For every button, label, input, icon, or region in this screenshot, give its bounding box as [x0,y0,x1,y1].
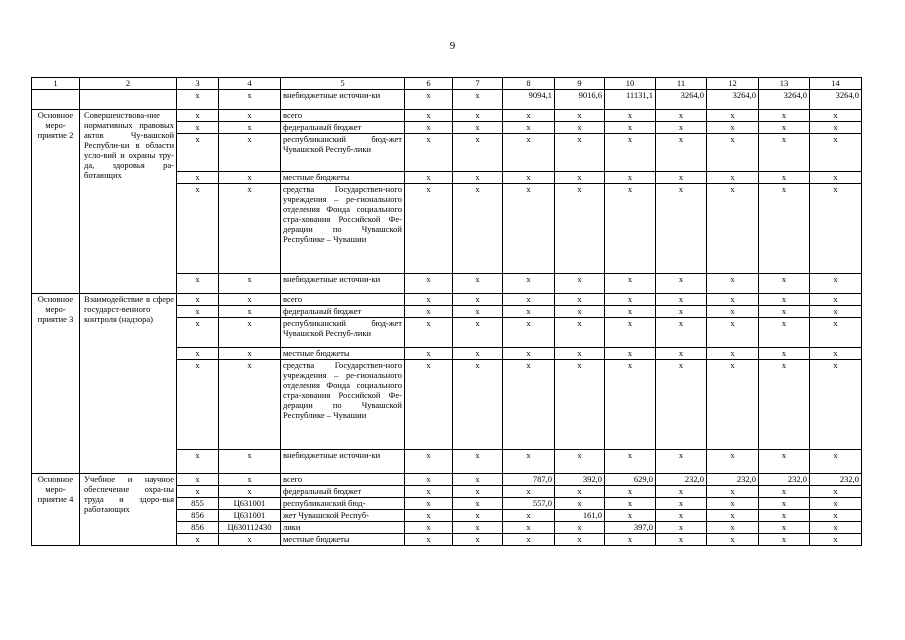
source-cell: внебюджетные источни-ки [281,274,405,294]
header-cell: 2 [80,78,177,90]
table-cell: х [503,510,555,522]
table-cell: х [605,318,656,348]
table-cell: х [759,294,810,306]
table-cell: х [555,110,605,122]
table-cell: 855 [177,498,219,510]
table-cell: х [759,486,810,498]
table-cell: х [177,318,219,348]
table-cell: х [656,294,707,306]
table-cell: х [605,498,656,510]
table-cell: х [555,486,605,498]
value-cell: 392,0 [555,474,605,486]
value-cell: 161,0 [555,510,605,522]
table-cell: х [810,522,862,534]
table-cell: х [405,450,453,474]
table-cell: х [656,184,707,274]
source-cell: всего [281,474,405,486]
table-cell: х [656,134,707,172]
table-cell: х [555,318,605,348]
source-cell: внебюджетные источни-ки [281,90,405,110]
table-cell: х [219,90,281,110]
header-cell: 5 [281,78,405,90]
table-cell: х [453,498,503,510]
table-cell: х [405,522,453,534]
table-cell: х [707,348,759,360]
table-cell: х [453,450,503,474]
header-cell: 13 [759,78,810,90]
table-cell: х [555,306,605,318]
header-cell: 8 [503,78,555,90]
table-cell: х [810,110,862,122]
table-cell: х [177,474,219,486]
table-cell: х [453,306,503,318]
table-cell: х [656,274,707,294]
table-cell: х [503,360,555,450]
table-cell: х [605,274,656,294]
table-cell: х [605,450,656,474]
header-row [32,78,862,90]
table-cell: х [453,474,503,486]
table-cell: х [405,274,453,294]
table-cell: х [405,510,453,522]
table-cell: х [605,294,656,306]
table-cell: х [759,360,810,450]
table-cell: х [555,498,605,510]
table-cell: х [810,122,862,134]
table-cell: х [605,172,656,184]
header-cell: 14 [810,78,862,90]
table-row [32,474,862,486]
table-cell: х [656,122,707,134]
table-cell: х [219,348,281,360]
table-cell: х [453,510,503,522]
table-cell: х [503,348,555,360]
table-cell: х [759,348,810,360]
value-cell: 3264,0 [810,90,862,110]
table-cell: х [810,450,862,474]
value-cell: 397,0 [605,522,656,534]
table-cell: х [453,184,503,274]
table-cell: х [453,172,503,184]
table-cell: х [405,534,453,546]
table-cell: х [656,360,707,450]
table-cell: х [810,294,862,306]
table-cell: х [707,110,759,122]
table-cell: х [707,184,759,274]
table-cell: х [405,360,453,450]
table-cell: х [405,184,453,274]
table-cell: х [219,294,281,306]
source-cell: всего [281,294,405,306]
header-cell: 11 [656,78,707,90]
value-cell: 9094,1 [503,90,555,110]
table-cell: х [759,318,810,348]
source-cell: местные бюджеты [281,172,405,184]
source-cell: средства Государствен-ного учреждения – ре-гионального отделения Фонда социального стра-хования Российской Фе-дерации по Чувашской Республике – Чувашии [281,184,405,274]
table-cell: х [707,318,759,348]
table-cell: х [555,172,605,184]
table-cell: х [707,510,759,522]
table-cell: х [759,498,810,510]
table-cell: х [405,498,453,510]
value-cell: 232,0 [810,474,862,486]
table-cell: х [555,274,605,294]
table-cell: х [503,534,555,546]
value-cell: 232,0 [707,474,759,486]
table-cell: х [605,486,656,498]
table-cell: х [219,450,281,474]
table-cell: х [219,110,281,122]
table-cell: х [707,306,759,318]
table-cell: х [177,348,219,360]
table-cell: х [503,184,555,274]
table-cell: х [405,486,453,498]
table-cell: х [759,306,810,318]
header-cell: 3 [177,78,219,90]
table-cell: х [656,510,707,522]
table-row [32,294,862,306]
table-cell: х [759,172,810,184]
table-cell: х [810,184,862,274]
table-cell: х [177,486,219,498]
table-cell: х [219,172,281,184]
table-cell: х [405,110,453,122]
table-cell: х [605,122,656,134]
table-cell: х [503,306,555,318]
source-cell: всего [281,110,405,122]
table-cell: х [219,534,281,546]
table-cell: х [453,522,503,534]
table-cell: х [177,110,219,122]
table-cell: х [555,534,605,546]
table-cell: х [453,534,503,546]
table-cell: х [503,294,555,306]
value-cell: 3264,0 [656,90,707,110]
table-cell: х [656,534,707,546]
table-cell: х [219,306,281,318]
source-cell: федеральный бюджет [281,306,405,318]
header-cell: 12 [707,78,759,90]
table-cell: х [555,184,605,274]
table-cell: х [707,134,759,172]
table-cell: х [453,294,503,306]
table-cell: х [759,134,810,172]
table-cell: х [453,122,503,134]
table-cell: х [810,534,862,546]
table-cell: х [810,360,862,450]
table-cell: х [656,306,707,318]
source-cell: республиканский бюд- [281,498,405,510]
table-cell: х [707,450,759,474]
table-cell: х [810,172,862,184]
source-cell: федеральный бюджет [281,122,405,134]
table-cell: х [177,122,219,134]
table-cell: х [219,184,281,274]
table-cell: х [177,184,219,274]
table-cell: х [177,294,219,306]
table-cell [80,90,177,110]
table-cell: х [707,274,759,294]
table-cell: х [219,318,281,348]
value-cell: 11131,1 [605,90,656,110]
table-cell: х [605,348,656,360]
table-cell: х [177,274,219,294]
table-cell: х [605,360,656,450]
table-cell: х [810,134,862,172]
table-cell: х [555,450,605,474]
table-cell: х [503,522,555,534]
table-cell: х [503,450,555,474]
table-cell: х [656,522,707,534]
measure-description: Учебное и научное обеспечение охра-ны труда и здоро-вья работающих [80,474,177,546]
table-cell: х [503,134,555,172]
table-cell: х [453,360,503,450]
table-cell: х [405,306,453,318]
table-cell: х [405,172,453,184]
table-cell: х [759,450,810,474]
table-cell: х [405,134,453,172]
table-cell: х [656,450,707,474]
table-cell: х [707,498,759,510]
table-cell: х [503,274,555,294]
source-cell: федеральный бюджет [281,486,405,498]
table-cell: х [177,90,219,110]
table-cell: х [503,122,555,134]
value-cell: 3264,0 [759,90,810,110]
table-cell: х [555,294,605,306]
table-cell: х [605,510,656,522]
value-cell: 787,0 [503,474,555,486]
table-cell: х [555,360,605,450]
table-cell: х [453,134,503,172]
table-cell: х [759,522,810,534]
table-cell: х [759,184,810,274]
table-cell: х [405,348,453,360]
measure-description: Совершенствова-ние нормативных правовых актов Чу-вашской Республи-ки в области усло-вий и охраны тру-да, здоровья ра-ботающих [80,110,177,294]
source-cell: внебюджетные источни-ки [281,450,405,474]
table-cell: х [555,134,605,172]
table-cell: х [810,510,862,522]
header-cell: 4 [219,78,281,90]
table-cell: х [219,134,281,172]
table-cell: х [810,274,862,294]
table-cell: х [707,360,759,450]
table-cell: х [656,318,707,348]
table-cell: х [405,318,453,348]
table-cell: х [453,110,503,122]
table-cell: х [656,110,707,122]
table-cell: х [810,498,862,510]
source-cell: средства Государствен-ного учреждения – ре-гионального отделения Фонда социального стра-хования Российской Фе-дерации по Чувашской Республике – Чувашии [281,360,405,450]
table-cell: х [759,110,810,122]
table-cell: х [219,360,281,450]
table-cell: х [605,306,656,318]
source-cell: местные бюджеты [281,534,405,546]
header-cell: 7 [453,78,503,90]
table-cell: х [405,90,453,110]
table-cell: х [707,294,759,306]
table-cell: х [656,172,707,184]
table-cell: х [759,274,810,294]
table-cell: х [605,184,656,274]
table-cell: х [503,172,555,184]
table-cell: х [555,122,605,134]
table-cell: х [605,110,656,122]
header-cell: 6 [405,78,453,90]
table-cell: х [503,318,555,348]
value-cell: 557,0 [503,498,555,510]
table-cell: х [759,122,810,134]
header-cell: 1 [32,78,80,90]
table-cell: х [177,450,219,474]
table-cell: х [707,522,759,534]
table-cell: х [453,318,503,348]
source-cell: республиканский бюд-жет Чувашской Респуб-лики [281,134,405,172]
table-cell: 856 [177,522,219,534]
table-cell: х [810,348,862,360]
table-cell: х [503,110,555,122]
table-cell: х [405,474,453,486]
measure-name: Основное меро-приятие 3 [32,294,80,474]
table-cell: х [405,294,453,306]
table-cell: х [177,360,219,450]
table-cell: х [555,348,605,360]
table-cell: х [555,522,605,534]
table-cell: х [453,348,503,360]
table-cell: х [656,486,707,498]
table-cell: х [605,134,656,172]
header-cell: 10 [605,78,656,90]
table-cell: Ц630112430 [219,522,281,534]
page-number: 9 [449,40,456,52]
table-cell: х [177,306,219,318]
table-cell: х [707,122,759,134]
table-cell: х [453,486,503,498]
measure-name: Основное меро-приятие 2 [32,110,80,294]
value-cell: 9016,6 [555,90,605,110]
source-cell: республиканский бюд-жет Чувашской Респуб-лики [281,318,405,348]
table-cell: х [810,486,862,498]
table-cell: х [219,274,281,294]
table-cell: х [810,306,862,318]
value-cell: 232,0 [656,474,707,486]
value-cell: 629,0 [605,474,656,486]
source-cell: местные бюджеты [281,348,405,360]
table-cell: х [405,122,453,134]
table-cell: х [707,172,759,184]
budget-table [31,77,862,546]
table-cell: х [503,486,555,498]
table-cell: Ц631001 [219,510,281,522]
value-cell: 232,0 [759,474,810,486]
table-cell: х [656,348,707,360]
measure-name: Основное меро-приятие 4 [32,474,80,546]
table-cell: х [219,486,281,498]
table-row [32,110,862,122]
table-row [32,90,862,110]
table-cell: х [707,534,759,546]
table-cell: х [759,510,810,522]
table-cell: 856 [177,510,219,522]
table-cell: х [656,498,707,510]
table-cell: х [219,122,281,134]
table-cell: х [810,318,862,348]
table-cell: х [177,172,219,184]
table-cell: х [219,474,281,486]
table-cell: Ц631001 [219,498,281,510]
source-cell: жет Чувашской Респуб- [281,510,405,522]
table-cell: х [177,534,219,546]
table-cell: х [453,90,503,110]
table-cell: х [707,486,759,498]
table-cell: х [759,534,810,546]
table-cell: х [605,534,656,546]
header-cell: 9 [555,78,605,90]
measure-description: Взаимодействие в сфере государст-венного контроля (надзора) [80,294,177,474]
table-cell: х [177,134,219,172]
value-cell: 3264,0 [707,90,759,110]
source-cell: лики [281,522,405,534]
table-cell: х [453,274,503,294]
table-cell [32,90,80,110]
